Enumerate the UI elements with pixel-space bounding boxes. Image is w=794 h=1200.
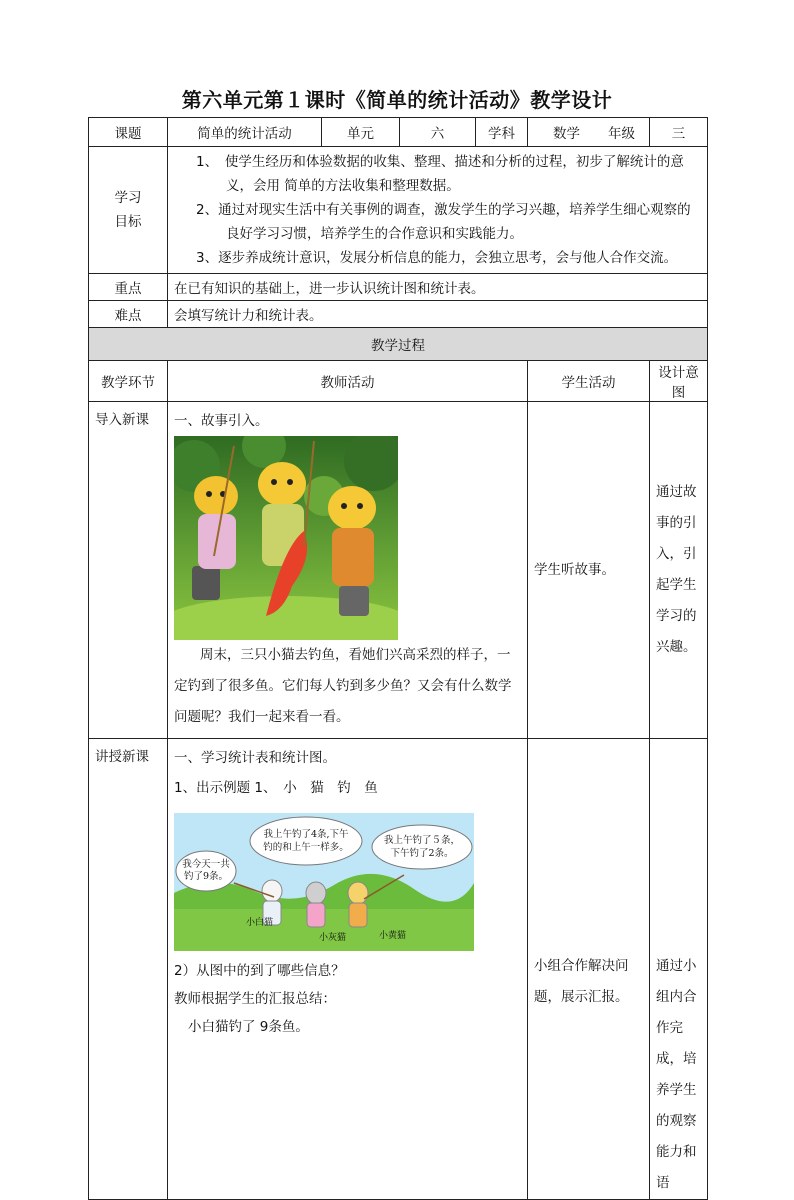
unit-label: 单元 bbox=[322, 118, 400, 147]
teach-stage: 讲授新课 bbox=[89, 739, 168, 1200]
teach-heading: 一、学习统计表和统计图。 bbox=[174, 750, 336, 766]
col-student: 学生活动 bbox=[528, 361, 650, 402]
label-yellow-cat: 小黄猫 bbox=[379, 931, 407, 941]
goal-item: 3、逐步养成统计意识，发展分析信息的能力，会独立思考，会与他人合作交流。 bbox=[196, 250, 678, 266]
col-intent-cell bbox=[650, 361, 708, 402]
intro-story: 周末，三只小猫去钓鱼，看她们兴高采烈的样子，一定钓到了很多鱼。它们每人钓到多少鱼？又会有什么数学问题呢？我们一起来看一看。 bbox=[174, 647, 512, 725]
key-point-row bbox=[89, 274, 708, 301]
intro-student-text: 学生听故事。 bbox=[534, 561, 615, 578]
process-header-row bbox=[89, 328, 708, 361]
col-teacher: 教师活动 bbox=[168, 361, 528, 402]
intro-heading: 一、故事引入。 bbox=[174, 413, 269, 429]
subject-label: 学科 bbox=[476, 118, 528, 147]
grade-value: 三 bbox=[650, 118, 708, 147]
info-question: 2）从图中的到了哪些信息？ bbox=[174, 963, 345, 979]
info-row bbox=[89, 118, 708, 147]
topic-value: 简单的统计活动 bbox=[168, 118, 322, 147]
intro-intent bbox=[650, 402, 708, 739]
intro-student bbox=[528, 402, 650, 739]
teach-intent bbox=[650, 739, 708, 1200]
goals-row bbox=[89, 147, 708, 274]
section-teaching-row bbox=[89, 739, 708, 1200]
difficulty-label: 难点 bbox=[89, 301, 168, 328]
grade-label: 年级 bbox=[608, 126, 635, 142]
example-title: 1、出示例题 1、 小 猫 钓 鱼 bbox=[174, 780, 378, 796]
process-header: 教学过程 bbox=[89, 328, 708, 361]
goals-label bbox=[89, 147, 168, 274]
page-title: 第六单元第１课时《简单的统计活动》教学设计 bbox=[181, 88, 613, 112]
goal-item: 1、 使学生经历和体验数据的收集、整理、描述和分析的过程，初步了解统计的意义，会用 简单的方法收集和整理数据。 bbox=[196, 154, 684, 194]
bubble-middle-line1: 我上午钓了4条,下午 bbox=[263, 829, 349, 840]
subject-value bbox=[528, 118, 650, 147]
goals-label-line1: 学习 bbox=[114, 190, 142, 206]
key-point-label: 重点 bbox=[89, 274, 168, 301]
intro-intent-text: 通过故事的引入，引起学生学习的兴趣。 bbox=[656, 484, 697, 655]
lesson-plan-table bbox=[88, 117, 708, 1200]
goals-label-line2: 目标 bbox=[114, 214, 142, 230]
goals-content bbox=[168, 147, 708, 274]
key-point-value: 在已有知识的基础上，进一步认识统计图和统计表。 bbox=[168, 274, 708, 301]
topic-label: 课题 bbox=[89, 118, 168, 147]
intro-teacher bbox=[168, 402, 528, 739]
bubble-right-line2: 下午钓了2条。 bbox=[390, 848, 454, 859]
subject-value-text: 数学 bbox=[553, 126, 580, 142]
col-stage: 教学环节 bbox=[89, 361, 168, 402]
column-header-row bbox=[89, 361, 708, 402]
teach-teacher bbox=[168, 739, 528, 1200]
bubble-middle-line2: 钓的和上午一样多。 bbox=[263, 842, 349, 853]
cats-fishing-example-picture bbox=[174, 813, 474, 951]
intro-stage: 导入新课 bbox=[89, 402, 168, 739]
difficulty-row bbox=[89, 301, 708, 328]
label-gray-cat: 小灰猫 bbox=[319, 933, 347, 943]
goal-item: 2、通过对现实生活中有关事例的调查，激发学生的学习兴趣，培养学生细心观察的良好学习习惯，培养学生的合作意识和实践能力。 bbox=[196, 202, 691, 242]
label-white-cat: 小白猫 bbox=[246, 918, 274, 928]
three-cats-fishing-picture bbox=[174, 436, 398, 640]
col-intent-text: 设计意图 bbox=[658, 365, 699, 401]
bubble-left-line1: 我今天一共 bbox=[182, 859, 230, 870]
fact-white-cat: 小白猫钓了 9条鱼。 bbox=[188, 1019, 309, 1035]
difficulty-value: 会填写统计力和统计表。 bbox=[168, 301, 708, 328]
bubble-left-line2: 钓了9条。 bbox=[183, 871, 229, 882]
section-intro-row bbox=[89, 402, 708, 739]
teach-student bbox=[528, 739, 650, 1200]
unit-value: 六 bbox=[400, 118, 476, 147]
teach-student-text: 小组合作解决问题，展示汇报。 bbox=[534, 958, 629, 1005]
bubble-right-line1: 我上午钓了５条， bbox=[383, 835, 461, 846]
teacher-summary: 教师根据学生的汇报总结： bbox=[174, 991, 336, 1007]
teach-intent-text: 通过小组内合作完成，培养学生的观察能力和语 bbox=[656, 958, 697, 1191]
